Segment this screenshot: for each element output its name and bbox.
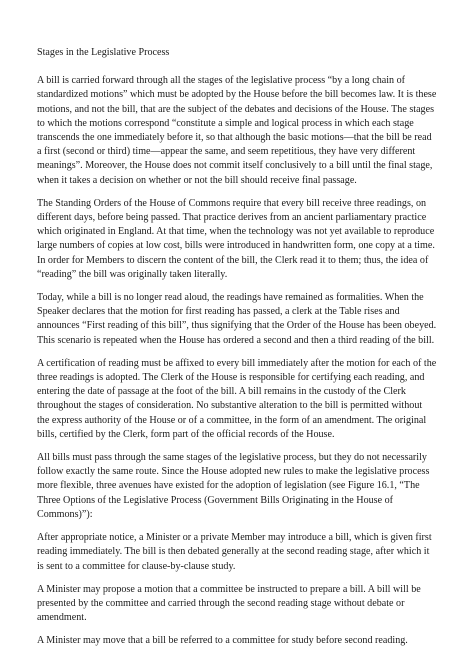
paragraph-standing-orders: The Standing Orders of the House of Commons require that every bill receive three readings, on different days, before being passed. That practice derives from an ancient parliamentary practice which originated in England. At that time, when the technology was not yet available to reproduce large numbers of copies at low cost, bills were introduced in handwritten form, one copy at a time. In order for Members to discern the content of the bill, the Clerk read it to them; thus, the idea of “reading” the bill was originally taken literally.: [37, 197, 435, 280]
paragraph-motions: A bill is carried forward through all the stages of the legislative process “by a long chain of standardized motions” which must be adopted by the House before the bill becomes law. It is these motions, and not the bill, that are the subject of the debates and decisions of the House. The stages to which the motions correspond “constitute a simple and logical process in which each stage transcends the one immediately before it, so that although the basic motions—that the bill be read a first (second or third) time—appear the same, and seem repetitious, they have very different meanings”. Moreover, the House does not commit itself conclusively to a bill until the final stage, when it takes a decision on whether or not the bill should receive final passage.: [37, 75, 437, 186]
paragraph-option-committee-prepare: A Minister may propose a motion that a committee be instructed to prepare a bill. A bill will be presented by the committee and carried through the second reading stage without debate or amendment.: [37, 583, 421, 624]
paragraph-three-avenues: All bills must pass through the same stages of the legislative process, but they do not necessarily follow exactly the same route. Since the House adopted new rules to make the legislative process more flexible, three avenues have existed for the adoption of legislation (see Figure 16.1, “The Three Options of the Legislative Process (Government Bills Originating in the House of Commons)”):: [37, 452, 430, 520]
paragraph-readings-formalities: Today, while a bill is no longer read aloud, the readings have remained as formalities. When the Speaker declares that the motion for first reading has passed, a clerk at the Table rises and announces “First reading of this bill”, thus signifying that the Order of the House has been obeyed. This scenario is repeated when the House has ordered a second and then a third reading of the bill.: [37, 292, 437, 346]
paragraph-option-first-reading: After appropriate notice, a Minister or a private Member may introduce a bill, which is given first reading immediately. The bill is then debated generally at the second reading stage, after which it is sent to a committee for clause-by-clause study.: [37, 532, 432, 572]
paragraph-option-refer-committee: A Minister may move that a bill be referred to a committee for study before second reading.: [37, 635, 408, 647]
document-page: [37, 46, 437, 658]
paragraph-certification: A certification of reading must be affixed to every bill immediately after the motion for each of the three readings is adopted. The Clerk of the House is responsible for certifying each reading, and entering the date of passage at the foot of the bill. A bill remains in the custody of the Clerk throughout the stages of consideration. No substantive alteration to the bill is permitted without the express authority of the House or of a committee, in the form of an amendment. The original bills, certified by the Clerk, form part of the official records of the House.: [37, 357, 437, 440]
document-title: Stages in the Legislative Process: [37, 47, 170, 58]
